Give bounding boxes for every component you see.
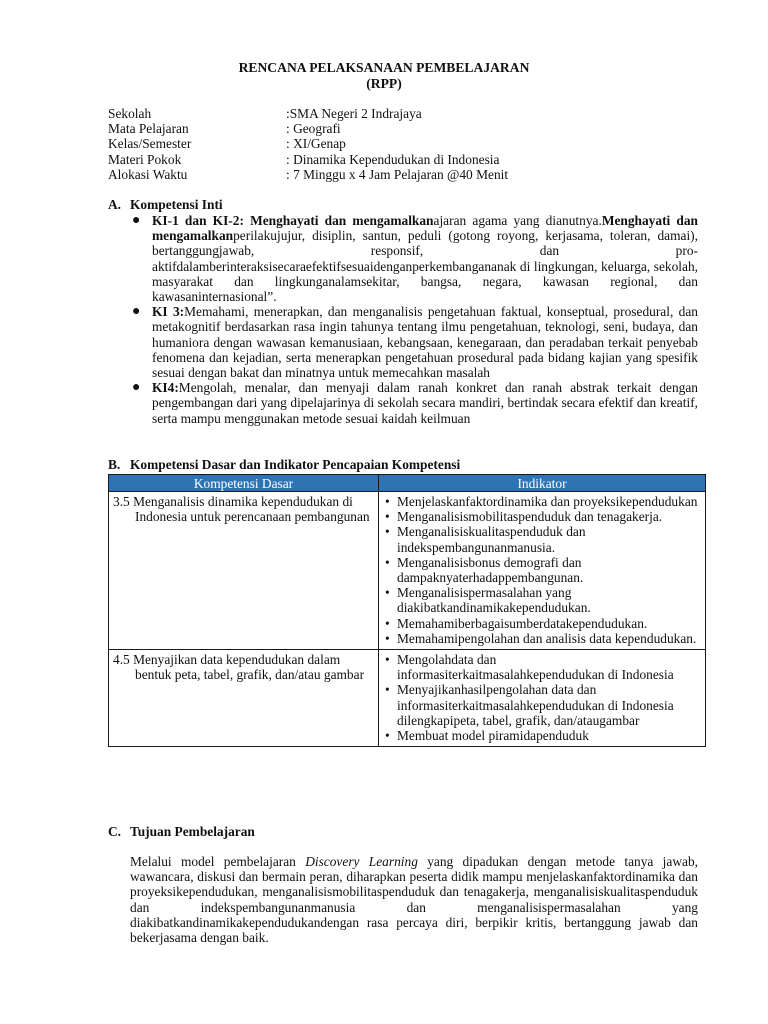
section-title: Kompetensi Dasar dan Indikator Pencapaian Kompetensi xyxy=(130,457,461,472)
kd-cell xyxy=(109,492,379,650)
indicator-list xyxy=(383,652,701,743)
section-letter: A. xyxy=(108,197,122,212)
indicator-item: • Menganalisiskualitaspenduduk dan indekspembangunanmanusia. xyxy=(383,524,701,554)
table-row xyxy=(109,492,706,650)
identity-label: Kelas/Semester xyxy=(108,136,192,152)
section-title: Tujuan Pembelajaran xyxy=(130,824,255,839)
identity-label: Mata Pelajaran xyxy=(108,121,189,137)
section-letter: C. xyxy=(108,824,122,839)
kd-text: 3.5 Menganalisis dinamika kependudukan di Indonesia untuk perencanaan pembangunan xyxy=(113,494,370,525)
identity-value: : XI/Genap xyxy=(286,136,346,152)
identity-value: : 7 Minggu x 4 Jam Pelajaran @40 Menit xyxy=(286,166,509,182)
identity-row-school xyxy=(108,106,508,121)
bullet-icon: ● xyxy=(132,213,141,228)
ki-text: Memahami, menerapkan, dan menganalisis pengetahuan faktual, konseptual, prosedural, dan metakognitif berdasarkan rasa ingin tahunya tentang ilmu pengetahuan, teknologi, seni, budaya, dan humaniora dengan wawasan kemanusiaan, kebangsaan, kenegaraan, dan peradaban terkait penyebab fenomena dan kejadian, serta menerapkan pengetahuan prosedural pada bidang kajian yang spesifik sesuai dengan bakat dan minatnya untuk memecahkan masalah xyxy=(152,304,698,381)
ki-item-4 xyxy=(130,380,698,426)
ki-item-3 xyxy=(130,304,698,380)
indicator-item: • Memahamipengolahan dan analisis data kependudukan. xyxy=(383,631,701,646)
kd-cell xyxy=(109,650,379,747)
bullet-icon: ● xyxy=(132,380,141,396)
identity-row-class xyxy=(108,136,508,151)
section-c-heading xyxy=(108,824,255,839)
ki-label: KI4: xyxy=(152,380,179,396)
section-letter: B. xyxy=(108,457,121,472)
identity-row-time xyxy=(108,167,508,182)
indicator-item: • Menganalisispermasalahan yang diakibatkandinamikakependudukan. xyxy=(383,585,701,615)
indicator-item: • Membuat model piramidapenduduk xyxy=(383,728,701,743)
indicator-item: • Memahamiberbagaisumberdatakependudukan. xyxy=(383,616,701,631)
identity-label: Alokasi Waktu xyxy=(108,166,188,182)
identity-label: Sekolah xyxy=(108,106,152,121)
bullet-icon: ● xyxy=(132,304,141,320)
ki-emphasis: Menghayati dan mengamalkan xyxy=(152,213,698,244)
ki-text: Mengolah, menalar, dan menyaji dalam ranah konkret dan ranah abstrak terkait dengan pengembangan dari yang dipelajarinya di sekolah secara mandiri, bertindak secara efektif dan kreatif, serta mampu menggunakan metode sesuai kaidah keilmuan xyxy=(152,380,698,426)
identity-row-topic xyxy=(108,152,508,167)
identity-value: : Geografi xyxy=(286,121,341,137)
identity-block xyxy=(108,106,508,182)
document-subtitle: (RPP) xyxy=(366,76,402,91)
indicator-item: • Mengolahdata dan informasiterkaitmasalahkependudukan di Indonesia xyxy=(383,652,701,682)
kd-text: 4.5 Menyajikan data kependudukan dalam bentuk peta, tabel, grafik, dan/atau gambar xyxy=(113,652,365,683)
identity-value: : Dinamika Kependudukan di Indonesia xyxy=(286,151,500,167)
indicator-item: • Menganalisismobilitaspenduduk dan tenagakerja. xyxy=(383,509,701,524)
objective-model-name: Discovery Learning xyxy=(305,854,418,869)
ki-text: ajaran agama yang dianutnya. xyxy=(433,213,602,228)
ki-text: perilakujujur, disiplin, santun, peduli (gotong royong, kerjasama, toleran, damai), bertanggungjawab, responsif, dan pro-aktifdalamberinteraksisecaraefektifsesuaidenganperkembangananak di lingkungan, keluarga, sekolah, masyarakat dan lingkunganalamsekitar, bangsa, negara, kawasan regional, dan kawasaninternasional”. xyxy=(152,228,698,305)
objective-text: Melalui model pembelajaran xyxy=(130,854,306,869)
identity-label: Materi Pokok xyxy=(108,151,182,167)
indicator-cell xyxy=(379,492,706,650)
column-header-indicator: Indikator xyxy=(379,475,706,492)
indicator-item: • Menganalisisbonus demografi dan dampaknyaterhadappembangunan. xyxy=(383,555,701,585)
core-competence-list xyxy=(130,213,698,426)
section-b-heading xyxy=(108,457,460,472)
objective-text: yang dipadukan dengan metode tanya jawab, wawancara, diskusi dan bermain peran, diharapkan peserta didik mampu menjelaskanfaktordinamika dan proyeksikependudukan, menganalisismobilitaspenduduk dan tenagakerja, menganalisiskualitaspenduduk dan indekspembangunanmanusia dan menganalisispermasalahan yang diakibatkandinamikakependudukandengan rasa percaya diri, berpikir kritis, bertanggung jawab dan bekerjasama dengan baik. xyxy=(130,854,698,946)
competence-table xyxy=(108,474,706,747)
indicator-item: • Menyajikanhasilpengolahan data dan informasiterkaitmasalahkependudukan di Indonesia dilengkapipeta, tabel, grafik, dan/ataugambar xyxy=(383,682,701,728)
identity-value: :SMA Negeri 2 Indrajaya xyxy=(286,106,422,121)
learning-objective-paragraph xyxy=(130,854,698,945)
table-row xyxy=(109,650,706,747)
column-header-kd: Kompetensi Dasar xyxy=(109,475,379,492)
ki-label: KI-1 dan KI-2: Menghayati dan mengamalkan xyxy=(152,213,434,228)
indicator-cell xyxy=(379,650,706,747)
section-a-heading xyxy=(108,197,223,212)
table-header-row xyxy=(109,475,706,492)
section-title: Kompetensi Inti xyxy=(130,197,223,212)
ki-label: KI 3: xyxy=(152,304,185,320)
ki-item-1-2 xyxy=(130,213,698,304)
indicator-item: • Menjelaskanfaktordinamika dan proyeksikependudukan xyxy=(383,494,701,509)
identity-row-subject xyxy=(108,121,508,136)
indicator-list xyxy=(383,494,701,646)
document-title: RENCANA PELAKSANAAN PEMBELAJARAN xyxy=(238,60,530,75)
